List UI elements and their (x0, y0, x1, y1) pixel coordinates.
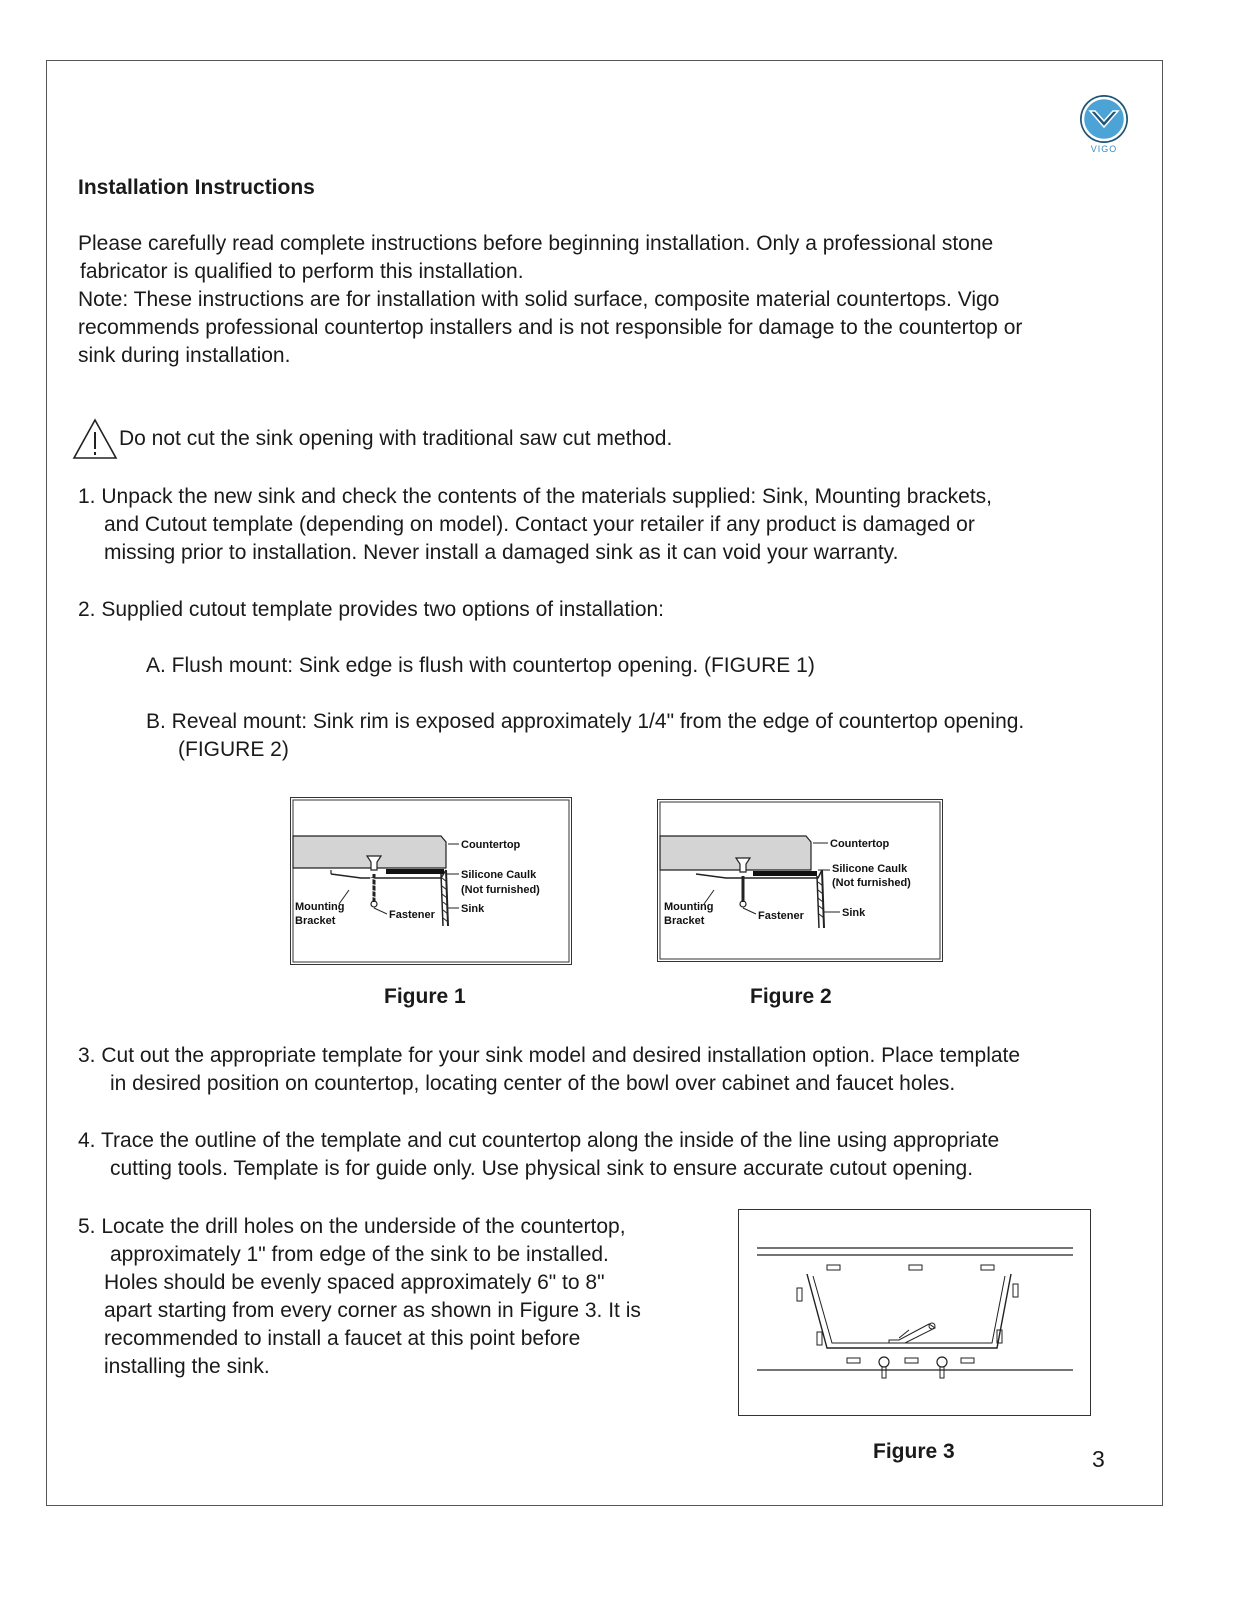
label-sink: Sink (461, 903, 485, 915)
step-line: 4. Trace the outline of the template and cut countertop along the inside of the line using appropriate (78, 1129, 1000, 1152)
step-3 (78, 1042, 1163, 1098)
logo-text: VIGO (1090, 144, 1118, 154)
step-line: installing the sink. (104, 1355, 270, 1378)
label-caulk: Silicone Caulk (832, 863, 908, 875)
intro-line: sink during installation. (78, 344, 291, 367)
label-countertop: Countertop (830, 838, 890, 850)
step-4 (78, 1127, 1163, 1183)
figure-3 (738, 1209, 1091, 1416)
step-line: approximately 1" from edge of the sink to be installed. (110, 1243, 609, 1266)
step-line: and Cutout template (depending on model). Contact your retailer if any product is damaged or (104, 513, 975, 536)
label-bracket: Bracket (295, 915, 336, 927)
step-line: 3. Cut out the appropriate template for your sink model and desired installation option. Place template (78, 1044, 1021, 1067)
figure-1 (290, 797, 572, 965)
figure-2-diagram (658, 800, 942, 961)
step-line: 5. Locate the drill holes on the underside of the countertop, (78, 1215, 626, 1238)
step-line: in desired position on countertop, locating center of the bowl over cabinet and faucet holes. (110, 1072, 956, 1095)
step-line: 1. Unpack the new sink and check the contents of the materials supplied: Sink, Mounting brackets, (78, 485, 993, 508)
step-2a (146, 652, 1156, 680)
step-1 (78, 483, 1163, 567)
label-fastener: Fastener (758, 910, 804, 922)
intro-line: fabricator is qualified to perform this installation. (80, 260, 524, 283)
step-line: B. Reveal mount: Sink rim is exposed approximately 1/4" from the edge of countertop opening. (146, 710, 1025, 733)
intro-line: Please carefully read complete instructions before beginning installation. Only a professional stone (78, 232, 994, 255)
step-line: (FIGURE 2) (178, 738, 289, 761)
step-line: cutting tools. Template is for guide only. Use physical sink to ensure accurate cutout opening. (110, 1157, 974, 1180)
step-line: 2. Supplied cutout template provides two options of installation: (78, 598, 665, 621)
figure-1-caption: Figure 1 (384, 985, 466, 1008)
step-2b (146, 708, 1156, 764)
label-bracket: Bracket (664, 915, 705, 927)
step-line: missing prior to installation. Never install a damaged sink as it can void your warranty. (104, 541, 899, 564)
label-sink: Sink (842, 907, 866, 919)
step-line: recommended to install a faucet at this point before (104, 1327, 581, 1350)
vigo-logo-icon (1075, 93, 1133, 145)
figure-2 (657, 799, 943, 962)
intro-paragraph (78, 230, 1158, 370)
figure-2-caption: Figure 2 (750, 985, 832, 1008)
step-line: A. Flush mount: Sink edge is flush with countertop opening. (FIGURE 1) (146, 654, 815, 677)
label-caulk-note: (Not furnished) (832, 877, 911, 889)
label-mounting: Mounting (664, 901, 714, 913)
page-number: 3 (1092, 1446, 1105, 1472)
figure-1-diagram (291, 798, 571, 964)
step-line: apart starting from every corner as shown in Figure 3. It is (104, 1299, 641, 1322)
warning-note (72, 417, 972, 461)
warning-text: Do not cut the sink opening with traditional saw cut method. (119, 427, 673, 450)
label-fastener: Fastener (389, 909, 435, 921)
step-5 (78, 1213, 718, 1381)
step-2 (78, 596, 1163, 624)
label-countertop: Countertop (461, 839, 521, 851)
intro-line: Note: These instructions are for installation with solid surface, composite material countertops. Vigo (78, 288, 1000, 311)
intro-line: recommends professional countertop installers and is not responsible for damage to the countertop or (78, 316, 1023, 339)
figure-3-caption: Figure 3 (873, 1440, 955, 1463)
vigo-logo (1075, 93, 1133, 159)
figure-3-diagram (739, 1210, 1090, 1415)
label-caulk-note: (Not furnished) (461, 884, 540, 896)
label-mounting: Mounting (295, 901, 345, 913)
page-title: Installation Instructions (78, 176, 315, 199)
label-caulk: Silicone Caulk (461, 869, 537, 881)
step-line: Holes should be evenly spaced approximately 6" to 8" (104, 1271, 605, 1294)
warning-triangle-icon (72, 417, 118, 461)
